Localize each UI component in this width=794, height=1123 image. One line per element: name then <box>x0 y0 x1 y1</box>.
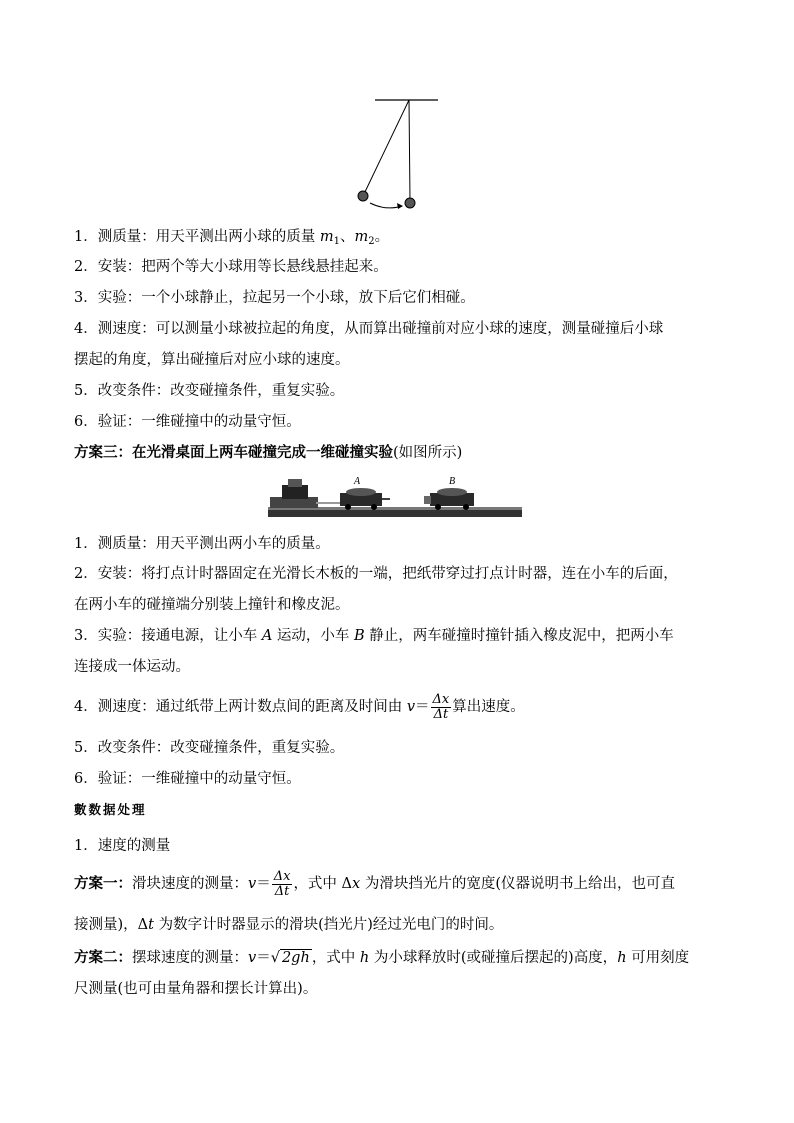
plan1-line1: 方案一：滑块速度的测量：v＝ $\frac{\Delta x}{\Delta t}$ ，式中 Δx 为滑块挡光片的宽度(仪器说明书上给出，也可直 <box>74 868 675 899</box>
step-a-2: 2．安装：把两个等大小球用等长悬线悬挂起来。 <box>74 259 388 275</box>
string-left <box>364 100 409 194</box>
pendulum-collision-figure <box>340 90 460 215</box>
step-a-4-line1: 4．测速度：可以测量小球被拉起的角度，从而算出碰撞前对应小球的速度，测量碰撞后小球 <box>74 321 664 337</box>
cart-a-wheel-2 <box>371 504 377 510</box>
ball-right <box>405 198 415 208</box>
track-board <box>268 509 522 517</box>
plan2-line1: 方案二：摆球速度的测量：v＝√ 2gh ，式中 h 为小球释放时(或碰撞后摆起的)高度，h 可用刻度 <box>74 947 689 969</box>
step-a-1: 1．测质量：用天平测出两小球的质量 $m_1$、$m_2$。 <box>74 229 390 247</box>
cart-collision-figure <box>268 471 524 521</box>
step-b-1: 1．测质量：用天平测出两小车的质量。 <box>74 536 330 552</box>
fraction-dx-dt-plan1: $\frac{\Delta x}{\Delta t}$ <box>273 868 291 899</box>
putty <box>424 496 431 504</box>
cart-a-wheel-1 <box>345 504 351 510</box>
step-a-6: 6．验证：一维碰撞中的动量守恒。 <box>74 414 301 430</box>
string-right <box>409 100 410 201</box>
plan2-line2: 尺测量(也可由量角器和摆长计算出)。 <box>74 981 318 997</box>
data-section-title: 數数据处理 <box>74 802 147 817</box>
step-b-2-line1: 2．安装：将打点计时器固定在光滑长木板的一端，把纸带穿过打点计时器，连在小车的后面， <box>74 566 678 582</box>
cart-b-wheel-1 <box>435 504 441 510</box>
velocity-measure-subtitle: 1．速度的测量 <box>74 838 171 854</box>
step-b-6: 6．验证：一维碰撞中的动量守恒。 <box>74 771 301 787</box>
plan3-heading: 方案三：在光滑桌面上两车碰撞完成一维碰撞实验(如图所示) <box>74 444 463 461</box>
cart-a-weight <box>346 488 376 496</box>
ball-left <box>358 191 368 201</box>
motion-arrowhead <box>397 203 403 209</box>
step-b-3-line2: 连接成一体运动。 <box>74 659 190 675</box>
step-b-4: 4．测速度：通过纸带上两计数点间的距离及时间由 v＝ $\frac{\Delta x}{\Delta t}$ 算出速度。 <box>74 691 525 722</box>
label-cart-a: A <box>354 476 361 487</box>
plan1-line2: 接测量)，Δt 为数字计时器显示的滑块(挡光片)经过光电门的时间。 <box>74 917 504 933</box>
cart-b-wheel-2 <box>463 504 469 510</box>
timer-top <box>288 479 302 487</box>
step-a-3: 3．实验：一个小球静止，拉起另一个小球，放下后它们相碰。 <box>74 290 475 306</box>
fraction-dx-dt: $\frac{\Delta x}{\Delta t}$ <box>432 691 450 722</box>
step-a-4-line2: 摆起的角度，算出碰撞后对应小球的速度。 <box>74 352 350 368</box>
step-b-3-line1: 3．实验：接通电源，让小车 A 运动，小车 B 静止，两车碰撞时撞针插入橡皮泥中，把两小车 <box>74 628 674 644</box>
cart-b-weight <box>437 488 467 496</box>
label-cart-b: B <box>449 476 456 487</box>
step-b-5: 5．改变条件：改变碰撞条件，重复实验。 <box>74 740 345 756</box>
sqrt-2gh: √ 2gh <box>270 950 310 966</box>
step-b-2-line2: 在两小车的碰撞端分别装上撞针和橡皮泥。 <box>74 597 350 613</box>
step-a-5: 5．改变条件：改变碰撞条件，重复实验。 <box>74 383 345 399</box>
timer-body <box>282 485 308 499</box>
